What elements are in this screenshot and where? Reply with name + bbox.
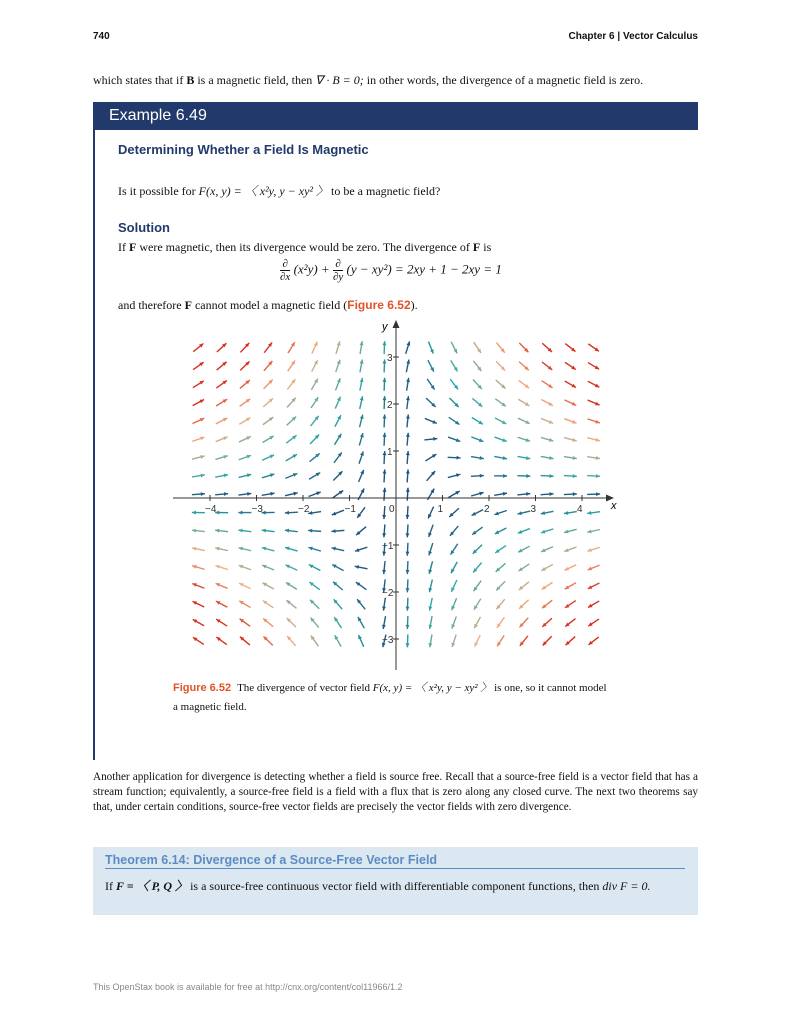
field-arrowhead bbox=[382, 515, 386, 519]
figure-link[interactable]: Figure 6.52 bbox=[347, 298, 411, 312]
field-arrowhead bbox=[383, 433, 387, 437]
y-tick-label: 2 bbox=[387, 400, 393, 411]
field-arrowhead bbox=[549, 474, 553, 478]
field-arrowhead bbox=[382, 552, 386, 556]
field-arrowhead bbox=[224, 492, 228, 496]
field-arrowhead bbox=[406, 469, 410, 473]
field-arrowhead bbox=[494, 511, 498, 515]
field-arrowhead bbox=[564, 548, 568, 552]
x-tick-label: −3 bbox=[251, 504, 263, 515]
y-tick-label: 1 bbox=[387, 447, 393, 458]
solution-text: If F were magnetic, then its divergence would be zero. The divergence of F is bbox=[118, 240, 492, 254]
field-arrowhead bbox=[308, 529, 312, 533]
x-tick-label: −2 bbox=[298, 504, 310, 515]
field-arrowhead bbox=[596, 492, 600, 496]
field-arrowhead bbox=[406, 607, 410, 611]
y-axis-label: y bbox=[382, 321, 388, 333]
x-axis-label: x bbox=[611, 500, 617, 512]
field-arrowhead bbox=[201, 492, 205, 496]
field-arrowhead bbox=[406, 533, 410, 537]
field-arrowhead bbox=[596, 474, 600, 478]
field-arrowhead bbox=[200, 437, 204, 441]
field-arrowhead bbox=[383, 488, 387, 492]
solution-conclusion: and therefore F cannot model a magnetic field (Figure 6.52). bbox=[118, 298, 418, 312]
field-arrowhead bbox=[502, 438, 506, 442]
example-header: Example 6.49 bbox=[93, 102, 698, 130]
field-arrowhead bbox=[247, 455, 251, 459]
field-arrowhead bbox=[456, 438, 460, 442]
divergence-equation: $\frac{\partial}{\partial x}$ (x²y) + $\frac{\partial}{\partial y}$ (y − xy²) = 2xy + 1 − 2xy = 1 bbox=[280, 258, 502, 283]
field-arrowhead bbox=[573, 474, 577, 478]
chapter-title: Chapter 6 | Vector Calculus bbox=[568, 31, 698, 42]
x-tick-label: 1 bbox=[437, 504, 444, 515]
field-arrowhead bbox=[452, 643, 456, 647]
field-arrowhead bbox=[406, 451, 410, 455]
field-arrowhead bbox=[215, 565, 219, 569]
field-arrowhead bbox=[503, 474, 507, 478]
field-arrowhead bbox=[406, 552, 410, 556]
field-arrowhead bbox=[456, 456, 460, 460]
field-arrowhead bbox=[238, 511, 242, 515]
x-tick-label: 3 bbox=[530, 504, 537, 515]
field-arrowhead bbox=[526, 438, 530, 442]
example-question: Is it possible for F(x, y) = 〈 x²y, y − xy² 〉 to be a magnetic field? bbox=[118, 184, 441, 198]
y-tick-label: −2 bbox=[382, 588, 394, 599]
field-arrowhead bbox=[383, 469, 387, 473]
y-axis-arrowhead bbox=[393, 320, 400, 328]
field-arrowhead bbox=[360, 451, 364, 455]
y-tick-label: −1 bbox=[382, 541, 394, 552]
y-tick-label: −3 bbox=[382, 635, 394, 646]
field-arrowhead bbox=[573, 492, 577, 496]
x-tick-label: −1 bbox=[344, 504, 356, 515]
page-number: 740 bbox=[93, 31, 110, 42]
field-arrowhead bbox=[549, 492, 553, 496]
field-arrowhead bbox=[406, 588, 410, 592]
field-arrowhead bbox=[526, 474, 530, 478]
field-arrowhead bbox=[192, 511, 196, 515]
field-arrowhead bbox=[406, 643, 410, 647]
field-arrowhead bbox=[383, 341, 387, 345]
x-tick-label: 2 bbox=[484, 504, 490, 515]
x-tick-label: −4 bbox=[205, 504, 217, 515]
solution-heading: Solution bbox=[118, 220, 170, 235]
field-arrowhead bbox=[331, 529, 335, 533]
field-arrowhead bbox=[383, 414, 387, 418]
field-arrowhead bbox=[383, 359, 387, 363]
vector-field-plot bbox=[168, 316, 628, 672]
eq-partial-2: ∂ bbox=[333, 258, 343, 271]
field-arrowhead bbox=[406, 515, 410, 519]
field-arrowhead bbox=[382, 533, 386, 537]
field-arrowhead bbox=[383, 451, 387, 455]
field-arrowhead bbox=[383, 396, 387, 400]
x-tick-label: 0 bbox=[389, 504, 395, 515]
field-arrowhead bbox=[285, 511, 289, 515]
field-arrowhead bbox=[337, 360, 341, 364]
field-arrowhead bbox=[355, 548, 359, 552]
intro-sentence: which states that if B is a magnetic field, then ∇ · B = 0; in other words, the divergence of a magnetic field is zero. bbox=[93, 73, 644, 87]
theorem-statement: If F = 〈 P, Q 〉 is a source-free continuous vector field with differentiable component functions, then div F = 0. bbox=[105, 879, 651, 893]
figure-caption: Figure 6.52 The divergence of vector field F(x, y) = 〈 x²y, y − xy² 〉 is one, so it cannot model a magnetic field. bbox=[173, 682, 607, 713]
field-arrowhead bbox=[451, 624, 455, 628]
field-arrowhead bbox=[406, 488, 410, 492]
body-paragraph: Another application for divergence is detecting whether a field is source free. Recall that a source-free field is a vector field that has a stream function; equivalently, a source-free field is a field with a flux that is zero along any closed curve. The next two theorems say that, under certain conditions, source-free vector fields are precisely the vector fields with zero divergence. bbox=[93, 771, 698, 813]
field-arrowhead bbox=[406, 625, 410, 629]
x-tick-label: 4 bbox=[577, 504, 583, 515]
field-arrowhead bbox=[480, 474, 484, 478]
field-arrowhead bbox=[239, 565, 243, 569]
field-arrowhead bbox=[406, 570, 410, 574]
field-arrowhead bbox=[383, 378, 387, 382]
theorem-title: Theorem 6.14: Divergence of a Source-Free Vector Field bbox=[105, 853, 685, 869]
example-title: Determining Whether a Field Is Magnetic bbox=[118, 142, 369, 157]
footer-note: This OpenStax book is available for free at http://cnx.org/content/col11966/1.2 bbox=[93, 982, 403, 992]
field-arrowhead bbox=[595, 420, 599, 424]
y-tick-label: 3 bbox=[387, 353, 393, 364]
field-arrowhead bbox=[406, 433, 410, 437]
